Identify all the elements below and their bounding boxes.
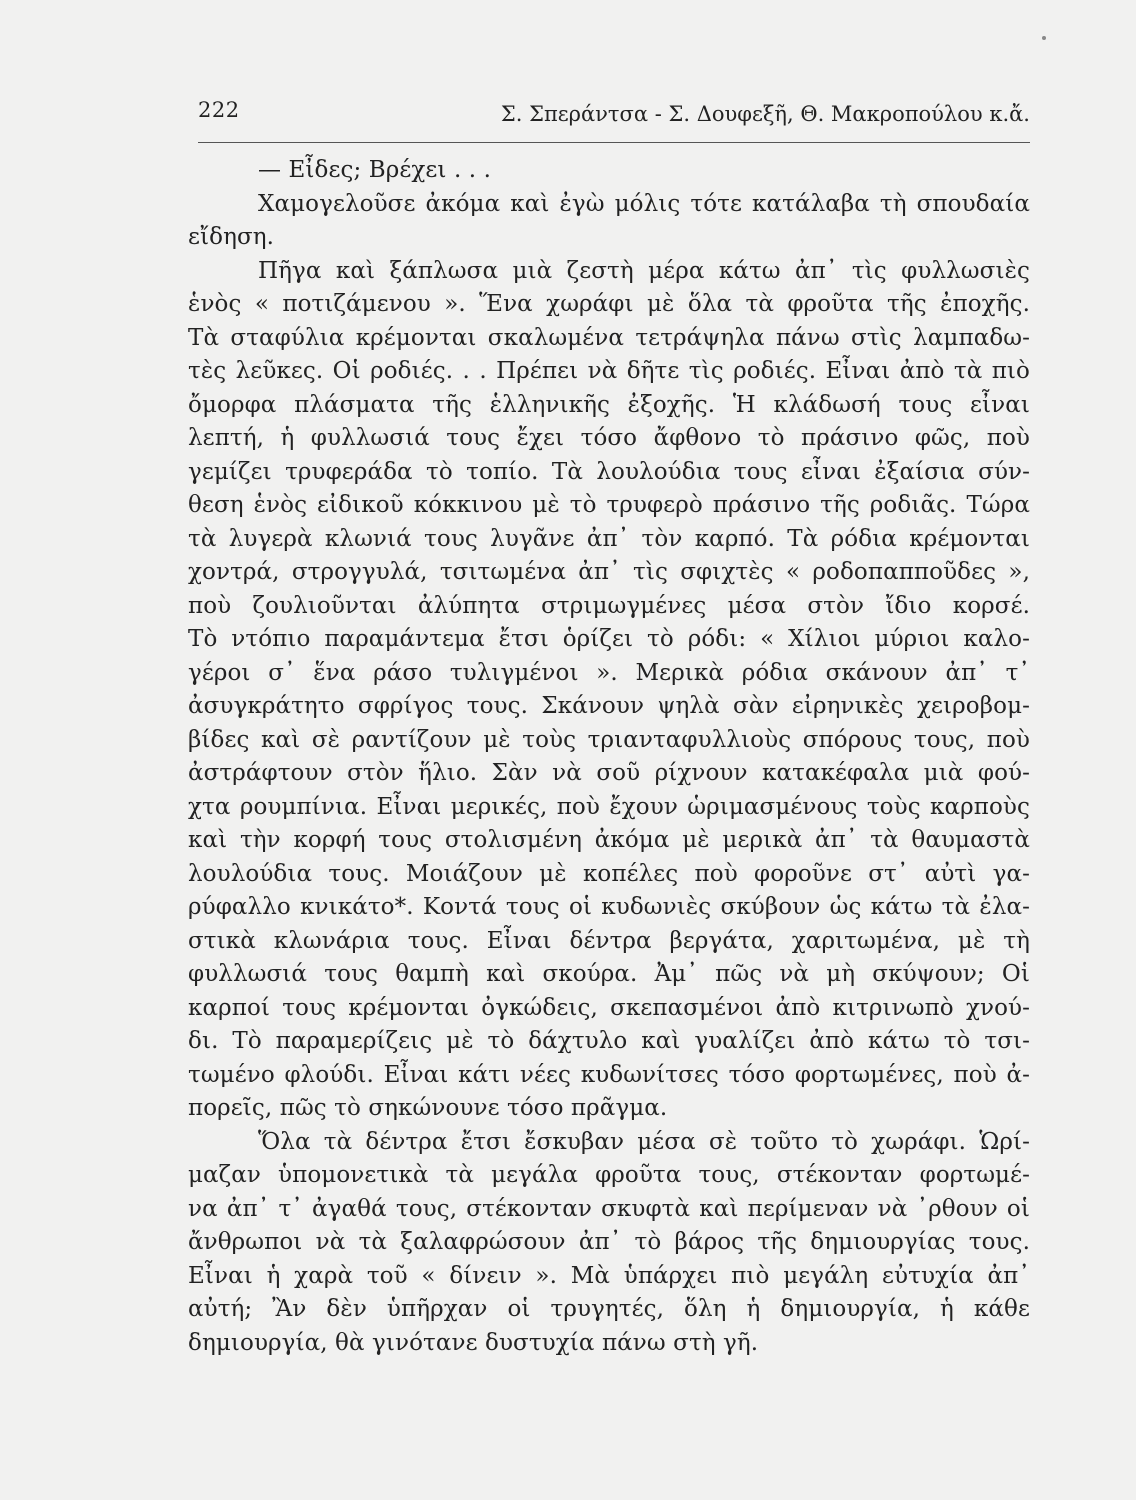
text-line: δημιουργία, θὰ γινότανε δυστυχία πάνω στὴ γῆ. [188, 1329, 759, 1356]
text-line: Πῆγα καὶ ξάπλωσα μιὰ ζεστὴ μέρα κάτω ἀπ᾿ τὶς φυλλωσιὲς [258, 257, 1030, 284]
text-line: να ἀπ᾿ τ᾿ ἀγαθά τους, στέκονταν σκυφτὰ καὶ περίμεναν νὰ ᾿ρθουν οἱ [188, 1195, 1030, 1222]
text-line: ἀσυγκράτητο σφρίγος τους. Σκάνουν ψηλὰ σὰν εἰρηνικὲς χειροβομ- [188, 693, 1030, 719]
text-line: μαζαν ὑπομονετικὰ τὰ μεγάλα φροῦτα τους, στέκονταν φορτωμέ- [188, 1162, 1030, 1188]
text-line: ἄνθρωποι νὰ τὰ ξαλαφρώσουν ἀπ᾿ τὸ βάρος τῆς δημιουργίας τους. [188, 1229, 1030, 1255]
text-line: θεση ἑνὸς εἰδικοῦ κόκκινου μὲ τὸ τρυφερὸ πράσινο τῆς ροδιᾶς. Τώρα [188, 492, 1030, 518]
page-header [198, 98, 1030, 138]
text-line: Χαμογελοῦσε ἀκόμα καὶ ἐγὼ μόλις τότε κατάλαβα τὴ σπουδαία [258, 190, 1030, 217]
text-line: λεπτή, ἡ φυλλωσιά τους ἔχει τόσο ἄφθονο τὸ πράσινο φῶς, ποὺ [188, 425, 1030, 451]
text-line: Τὰ σταφύλια κρέμονται σκαλωμένα τετράψηλα πάνω στὶς λαμπαδω- [188, 324, 1030, 351]
body-text [188, 154, 1030, 1360]
text-line: καὶ τὴν κορφή τους στολισμένη ἀκόμα μὲ μερικὰ ἀπ᾿ τὰ θαυμαστὰ [188, 827, 1030, 853]
text-line: Εἶναι ἡ χαρὰ τοῦ « δίνειν ». Μὰ ὑπάρχει πιὸ μεγάλη εὐτυχία ἀπ᾿ [188, 1262, 1030, 1289]
text-line: γεμίζει τρυφεράδα τὸ τοπίο. Τὰ λουλούδια τους εἶναι ἐξαίσια σύν- [188, 458, 1030, 485]
page-number: 222 [198, 98, 240, 122]
header-rule [198, 142, 1030, 143]
text-line: ρύφαλλο κνικάτο*. Κοντά τους οἱ κυδωνιὲς σκύβουν ὡς κάτω τὰ ἐλα- [188, 894, 1030, 920]
text-line: γέροι σ᾿ ἕνα ράσο τυλιγμένοι ». Μερικὰ ρόδια σκάνουν ἀπ᾿ τ᾿ [188, 659, 1030, 686]
text-line: χοντρά, στρογγυλά, τσιτωμένα ἀπ᾿ τὶς σφιχτὲς « ροδοπαπποῦδες », [188, 559, 1030, 585]
scan-speck [1042, 36, 1046, 40]
text-line: ἀστράφτουν στὸν ἥλιο. Σὰν νὰ σοῦ ρίχνουν κατακέφαλα μιὰ φού- [188, 760, 1030, 786]
text-line: βίδες καὶ σὲ ραντίζουν μὲ τοὺς τριανταφυλλιοὺς σπόρους τους, ποὺ [188, 726, 1030, 753]
text-line: Τὸ ντόπιο παραμάντεμα ἔτσι ὁρίζει τὸ ρόδι: « Χίλιοι μύριοι καλο- [188, 626, 1030, 652]
text-line: καρποί τους κρέμονται ὀγκώδεις, σκεπασμένοι ἀπὸ κιτρινωπὸ χνού- [188, 994, 1030, 1021]
text-line: — Εἶδες; Βρέχει . . . [258, 157, 491, 183]
text-line: λουλούδια τους. Μοιάζουν μὲ κοπέλες ποὺ φοροῦνε στ᾿ αὐτὶ γα- [188, 860, 1030, 887]
text-line: ἑνὸς « ποτιζάμενου ». Ἕνα χωράφι μὲ ὅλα τὰ φροῦτα τῆς ἐποχῆς. [188, 291, 1030, 317]
text-line: Ὅλα τὰ δέντρα ἔτσι ἔσκυβαν μέσα σὲ τοῦτο τὸ χωράφι. Ὡρί- [258, 1128, 1030, 1155]
text-line: αὐτή; Ἂν δὲν ὑπῆρχαν οἱ τρυγητές, ὅλη ἡ δημιουργία, ἡ κάθε [188, 1296, 1030, 1322]
text-line: πορεῖς, πῶς τὸ σηκώνουνε τόσο πρᾶγμα. [188, 1095, 668, 1121]
text-line: ποὺ ζουλιοῦνται ἀλύπητα στριμωγμένες μέσα στὸν ἴδιο κορσέ. [188, 592, 1030, 619]
text-line: δι. Τὸ παραμερίζεις μὲ τὸ δάχτυλο καὶ γυαλίζει ἀπὸ κάτω τὸ τσι- [188, 1028, 1030, 1054]
text-line: φυλλωσιά τους θαμπὴ καὶ σκούρα. Ἀμ᾿ πῶς νὰ μὴ σκύψουν; Οἱ [188, 961, 1030, 987]
running-head: Σ. Σπεράντσα - Σ. Δουφεξῆ, Θ. Μακροπούλου κ.ἄ. [500, 102, 1030, 126]
text-line: τὰ λυγερὰ κλωνιά τους λυγᾶνε ἀπ᾿ τὸν καρπό. Τὰ ρόδια κρέμονται [188, 525, 1030, 552]
text-line: τωμένο φλούδι. Εἶναι κάτι νέες κυδωνίτσες τόσο φορτωμένες, ποὺ ἀ- [188, 1061, 1030, 1088]
text-line: εἴδηση. [188, 224, 275, 250]
text-line: ὄμορφα πλάσματα τῆς ἑλληνικῆς ἐξοχῆς. Ἡ κλάδωσή τους εἶναι [188, 391, 1030, 418]
text-line: τὲς λεῦκες. Οἱ ροδιές. . . Πρέπει νὰ δῆτε τὶς ροδιές. Εἶναι ἀπὸ τὰ πιὸ [188, 358, 1030, 384]
text-line: χτα ρουμπίνια. Εἶναι μερικές, ποὺ ἔχουν ὡριμασμένους τοὺς καρποὺς [188, 793, 1030, 820]
text-line: στικὰ κλωνάρια τους. Εἶναι δέντρα βεργάτα, χαριτωμένα, μὲ τὴ [188, 927, 1030, 954]
